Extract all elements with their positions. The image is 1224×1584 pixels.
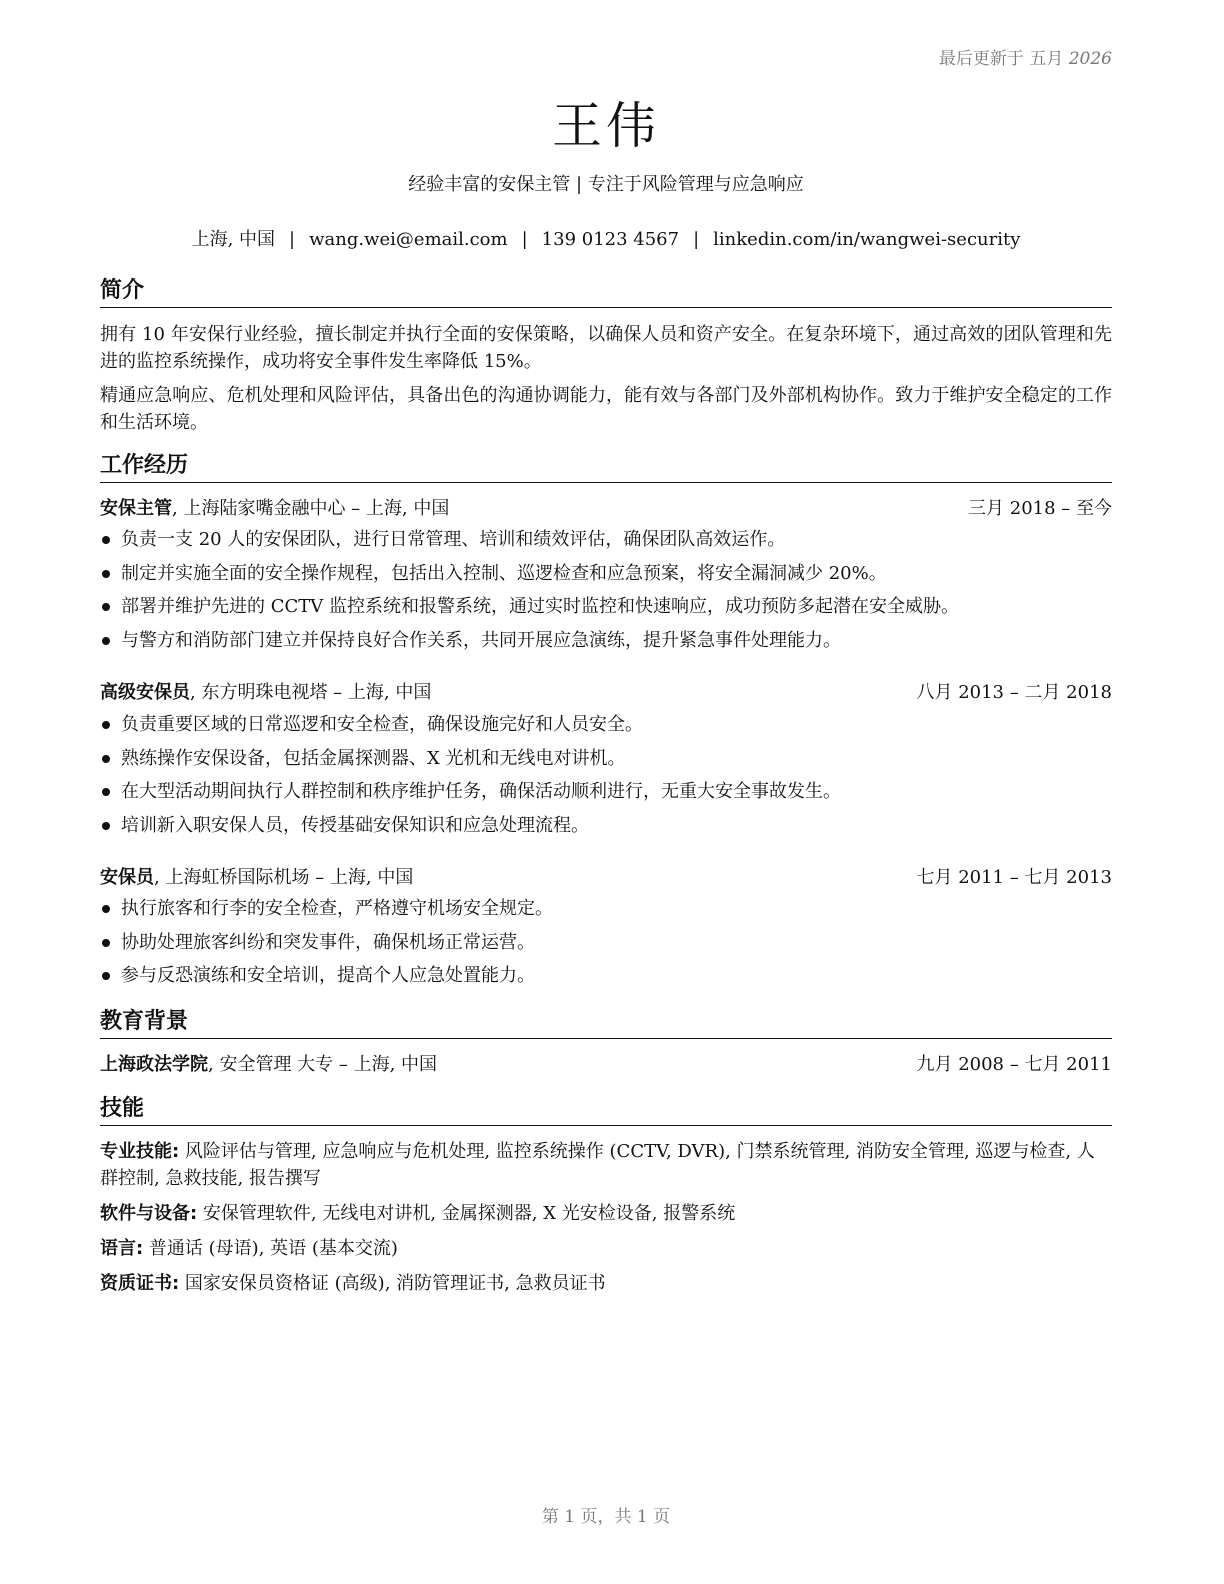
bullet-text: 负责一支 20 人的安保团队，进行日常管理、培训和绩效评估，确保团队高效运作。 <box>121 529 786 550</box>
job-org: , 上海陆家嘴金融中心 – 上海, 中国 <box>172 498 450 519</box>
skill-label: 语言: <box>100 1238 144 1259</box>
skill-label: 专业技能: <box>100 1141 180 1162</box>
skill-row <box>100 1200 1112 1227</box>
list-item <box>100 746 1112 780</box>
resume-page <box>100 0 1112 1584</box>
bullet-text: 与警方和消防部门建立并保持良好合作关系，共同开展应急演练，提升紧急事件处理能力。 <box>121 629 841 651</box>
job-date: 八月 2013 – 二月 2018 <box>916 682 1112 703</box>
bullet-text: 负责重要区域的日常巡逻和安全检查，确保设施完好和人员安全。 <box>121 714 643 735</box>
contact-separator: | <box>693 229 700 250</box>
skill-row <box>100 1138 1112 1192</box>
skill-row <box>100 1270 1112 1297</box>
education-date: 九月 2008 – 七月 2011 <box>916 1054 1112 1075</box>
bullet-text: 执行旅客和行李的安全检查，严格遵守机场安全规定。 <box>121 898 553 919</box>
page-number: 第 1 页，共 1 页 <box>541 1507 671 1527</box>
list-item <box>100 527 1112 561</box>
contact-separator: | <box>289 229 296 250</box>
bullet-text: 参与反恐演练和安全培训，提高个人应急处置能力。 <box>121 965 535 987</box>
skill-label: 资质证书: <box>100 1273 180 1294</box>
job-role: 安保主管 <box>100 498 172 519</box>
section-title-education: 教育背景 <box>100 1008 1112 1039</box>
summary-paragraph: 拥有 10 年安保行业经验，擅长制定并执行全面的安保策略，以确保人员和资产安全。在复杂环境下，通过高效的团队管理和先进的监控系统操作，成功将安全事件发生率降低 15%。 <box>100 324 1112 372</box>
education-detail: , 安全管理 大专 – 上海, 中国 <box>208 1054 438 1075</box>
bullet-icon <box>102 721 110 729</box>
skill-label: 软件与设备: <box>100 1203 198 1224</box>
skill-row <box>100 1235 1112 1262</box>
section-title-skills: 技能 <box>100 1095 1112 1126</box>
summary-paragraph: 精通应急响应、危机处理和风险评估，具备出色的沟通协调能力，能有效与各部门及外部机构协作。致力于维护安全稳定的工作和生活环境。 <box>100 385 1112 433</box>
job-org: , 东方明珠电视塔 – 上海, 中国 <box>190 682 432 703</box>
contact-email-link[interactable]: wang.wei@email.com <box>309 229 508 250</box>
list-item <box>100 930 1112 964</box>
skill-value: 安保管理软件, 无线电对讲机, 金属探测器, X 光安检设备, 报警系统 <box>197 1203 736 1224</box>
contact-line <box>100 225 1112 251</box>
bullet-text: 部署并维护先进的 CCTV 监控系统和报警系统，通过实时监控和快速响应，成功预防多起潜在安全威胁。 <box>121 596 959 618</box>
list-item <box>100 896 1112 930</box>
bullet-text: 协助处理旅客纠纷和突发事件，确保机场正常运营。 <box>121 931 535 953</box>
contact-linkedin-link[interactable]: linkedin.com/in/wangwei-security <box>713 229 1021 250</box>
job-date: 七月 2011 – 七月 2013 <box>916 867 1112 888</box>
skill-value: 风险评估与管理, 应急响应与危机处理, 监控系统操作 (CCTV, DVR), 门禁系统管理, 消防安全管理, 巡逻与检查, 人群控制, 急救技能, 报告撰写 <box>100 1141 1095 1189</box>
contact-location: 上海, 中国 <box>191 229 276 250</box>
bullet-icon <box>102 822 110 830</box>
list-item <box>100 594 1112 628</box>
section-title-experience: 工作经历 <box>100 452 1112 483</box>
last-updated-label: 最后更新于 五月 <box>938 49 1064 69</box>
job-role: 高级安保员 <box>100 682 190 703</box>
job-bullet-list <box>100 712 1112 846</box>
bullet-icon <box>102 905 110 913</box>
contact-separator: | <box>521 229 528 250</box>
job-role: 安保员 <box>100 867 154 888</box>
job-header <box>100 496 1112 522</box>
list-item <box>100 963 1112 997</box>
bullet-text: 培训新入职安保人员，传授基础安保知识和应急处理流程。 <box>121 814 589 836</box>
list-item <box>100 813 1112 847</box>
last-updated <box>939 44 1112 69</box>
bullet-icon <box>102 939 110 947</box>
bullet-icon <box>102 788 110 796</box>
headline: 经验丰富的安保主管 | 专注于风险管理与应急响应 <box>408 174 804 195</box>
job-date: 三月 2018 – 至今 <box>968 498 1112 519</box>
list-item <box>100 779 1112 813</box>
candidate-name: 王伟 <box>552 97 660 155</box>
bullet-icon <box>102 536 110 544</box>
education-school: 上海政法学院 <box>100 1054 208 1075</box>
skill-value: 普通话 (母语), 英语 (基本交流) <box>143 1238 398 1259</box>
job-header <box>100 680 1112 706</box>
bullet-text: 制定并实施全面的安全操作规程，包括出入控制、巡逻检查和应急预案，将安全漏洞减少 20%。 <box>121 562 887 584</box>
bullet-icon <box>102 637 110 645</box>
bullet-text: 在大型活动期间执行人群控制和秩序维护任务，确保活动顺利进行，无重大安全事故发生。 <box>121 781 841 803</box>
education-entry <box>100 1052 1112 1078</box>
job-bullet-list <box>100 896 1112 997</box>
job-bullet-list <box>100 527 1112 661</box>
list-item <box>100 561 1112 595</box>
bullet-icon <box>102 603 110 611</box>
contact-phone: 139 0123 4567 <box>541 229 680 250</box>
list-item <box>100 628 1112 662</box>
list-item <box>100 712 1112 746</box>
bullet-icon <box>102 570 110 578</box>
bullet-icon <box>102 972 110 980</box>
section-title-summary: 简介 <box>100 277 1112 308</box>
job-org: , 上海虹桥国际机场 – 上海, 中国 <box>154 867 414 888</box>
last-updated-year: 2026 <box>1068 49 1112 69</box>
skill-value: 国家安保员资格证 (高级), 消防管理证书, 急救员证书 <box>179 1273 606 1294</box>
bullet-text: 熟练操作安保设备，包括金属探测器、X 光机和无线电对讲机。 <box>121 747 626 769</box>
job-header <box>100 865 1112 891</box>
bullet-icon <box>102 755 110 763</box>
